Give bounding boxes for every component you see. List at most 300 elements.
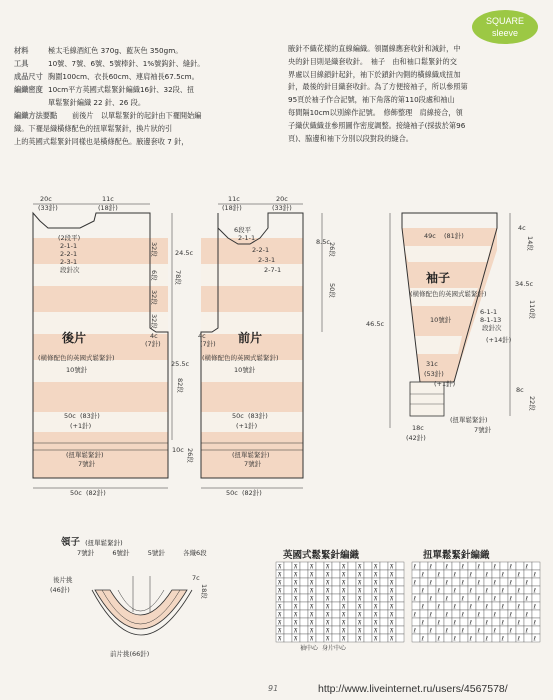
chart-cell — [380, 586, 388, 594]
chart-symbol: ⊼ — [293, 619, 298, 627]
chart-symbol: ⊼ — [357, 619, 362, 627]
chart-symbol: ℓ — [429, 595, 432, 603]
back-row-label: 32段 — [150, 290, 158, 305]
chart-cell — [484, 626, 492, 634]
back-row-label: 32段 — [150, 242, 158, 257]
back-title: 後片 — [62, 331, 87, 345]
chart-cell — [492, 586, 500, 594]
chart-cell — [420, 594, 428, 602]
chart-symbol: ⊼ — [277, 627, 282, 635]
chart-symbol: ⊼ — [389, 595, 394, 603]
chart-symbol: ⊼ — [341, 563, 346, 571]
collar-title: 領子 — [61, 537, 81, 548]
chart-symbol: ℓ — [493, 611, 496, 619]
back-shoulder-width: 11c — [102, 195, 114, 203]
chart-symbol: ⊼ — [277, 579, 282, 587]
chart-symbol: ℓ — [461, 611, 464, 619]
back-neck-stitches: (33針) — [38, 204, 58, 212]
collar-diagram — [50, 574, 209, 658]
chart-symbol: ℓ — [485, 603, 488, 611]
chart-symbol: ℓ — [477, 627, 480, 635]
sleeve-cuff-stitches: (42針) — [406, 434, 426, 442]
chart-symbol: ℓ — [493, 563, 496, 571]
chart-cell — [524, 570, 532, 578]
chart-cell — [380, 618, 388, 626]
chart-cell — [300, 586, 308, 594]
method-value: 前後片 以單鬆緊針的起針由下襬開始編 — [72, 111, 202, 120]
chart-cell — [500, 562, 508, 570]
chart-symbol: ℓ — [421, 587, 424, 595]
chart-cell — [364, 626, 372, 634]
chart-cell — [396, 618, 404, 626]
sleeve-top-width: 49c — [424, 232, 436, 240]
chart-cell — [396, 634, 404, 642]
chart-symbol: ℓ — [469, 587, 472, 595]
chart-cell — [444, 602, 452, 610]
chart-cell — [364, 602, 372, 610]
chart-symbol: ℓ — [509, 563, 512, 571]
chart-cell — [396, 626, 404, 634]
chart-symbol: ⊼ — [277, 587, 282, 595]
chart-symbol: ℓ — [485, 635, 488, 643]
chart-cell — [364, 578, 372, 586]
chart-symbol: ℓ — [477, 563, 480, 571]
chart-cell — [396, 570, 404, 578]
chart1-foot-sleeve: 袖中心 — [300, 645, 319, 652]
chart-cell — [476, 586, 484, 594]
chart-symbol: ℓ — [525, 563, 528, 571]
instruction-line: 子織伏織織並參照圖作密度調整。接縫袖子(採拔於第96 — [288, 120, 466, 130]
chart-symbol: ℓ — [437, 619, 440, 627]
collar-needle: 5號針 — [147, 549, 165, 557]
chart-english-rib — [276, 562, 404, 652]
sleeve-mid-stitches: (53針) — [424, 370, 444, 378]
chart-cell — [316, 626, 324, 634]
chart-symbol: ⊼ — [389, 563, 394, 571]
chart-symbol: ℓ — [517, 603, 520, 611]
front-rib-title: (扭單鬆緊針) — [232, 451, 270, 459]
chart-cell — [460, 602, 468, 610]
chart-cell — [348, 634, 356, 642]
back-lower-height: 25.5c — [171, 360, 190, 368]
back-upper-rows: 78段 — [174, 270, 182, 285]
chart-cell — [332, 602, 340, 610]
chart-cell — [396, 594, 404, 602]
chart-cell — [468, 562, 476, 570]
chart-symbol: ⊼ — [373, 587, 378, 595]
chart-cell — [348, 562, 356, 570]
sleeve-title: 袖子 — [426, 271, 451, 285]
chart-cell — [300, 610, 308, 618]
method-value-2: 織。下襬是織橫條配色的扭單鬆緊針，換片狀的引 — [14, 124, 173, 133]
materials-value: 極太毛線酒紅色 370g、藍灰色 350gm。 — [48, 46, 183, 55]
chart-cell — [332, 562, 340, 570]
chart-cell — [300, 570, 308, 578]
chart-symbol: ⊼ — [277, 603, 282, 611]
chart-symbol: ℓ — [509, 611, 512, 619]
chart-symbol: ⊼ — [357, 563, 362, 571]
materials-key: 材料 — [14, 46, 29, 55]
front-title: 前片 — [238, 331, 263, 345]
collar-needle: 7號針 — [77, 549, 95, 557]
chart-symbol: ⊼ — [357, 571, 362, 579]
chart-cell — [364, 570, 372, 578]
front-neck-step: 2-3-1 — [258, 256, 276, 264]
chart-cell — [364, 594, 372, 602]
chart-symbol: ⊼ — [325, 619, 330, 627]
chart-symbol: ℓ — [469, 635, 472, 643]
front-piece-diagram — [198, 195, 337, 497]
chart-cell — [532, 594, 540, 602]
sleeve-needle: 10號針 — [430, 316, 452, 324]
back-rib-needle: 7號針 — [78, 460, 96, 468]
chart-cell — [444, 586, 452, 594]
chart-cell — [428, 570, 436, 578]
chart-cell — [500, 626, 508, 634]
chart-cell — [436, 562, 444, 570]
sleeve-cuff-title: (扭單鬆緊針) — [450, 416, 488, 424]
chart-cell — [420, 578, 428, 586]
chart-cell — [316, 594, 324, 602]
sleeve-cuff-needle: 7號針 — [474, 426, 492, 434]
chart-symbol: ⊼ — [357, 635, 362, 643]
chart-symbol: ⊼ — [309, 627, 314, 635]
chart-cell — [412, 634, 420, 642]
chart-symbol: ℓ — [445, 563, 448, 571]
chart-cell — [284, 594, 292, 602]
chart-cell — [524, 586, 532, 594]
chart-symbol: ⊼ — [373, 635, 378, 643]
chart-cell — [348, 610, 356, 618]
chart-symbol: ⊼ — [309, 571, 314, 579]
collar-needle: 各織6段 — [183, 549, 207, 557]
chart-symbol: ℓ — [477, 579, 480, 587]
back-neck-step: 2-2-1 — [60, 250, 78, 258]
back-neck-step: 段針次 — [60, 266, 80, 274]
back-lower-rows: 82段 — [176, 378, 184, 393]
sleeve-inc-step: 6-1-1 — [480, 308, 498, 316]
chart-cell — [516, 626, 524, 634]
chart-symbol: ⊼ — [277, 595, 282, 603]
chart-symbol: ⊼ — [293, 571, 298, 579]
back-hem-plus: (+1針) — [70, 422, 92, 430]
chart-cell — [412, 602, 420, 610]
chart-symbol: ⊼ — [373, 619, 378, 627]
front-armhole-bind-stitches: (7針) — [200, 340, 216, 348]
collar-right-height: 7c — [192, 574, 200, 582]
chart-cell — [468, 626, 476, 634]
chart-cell — [516, 562, 524, 570]
back-row-label: 6段 — [150, 270, 158, 281]
chart-cell — [460, 634, 468, 642]
chart-symbol: ℓ — [421, 603, 424, 611]
back-upper-height: 24.5c — [175, 249, 194, 257]
chart-cell — [508, 570, 516, 578]
chart-cell — [436, 610, 444, 618]
front-neck-stitches: (33針) — [272, 204, 292, 212]
chart-symbol: ℓ — [533, 635, 536, 643]
chart-cell — [316, 618, 324, 626]
chart-cell — [524, 634, 532, 642]
tools-key: 工具 — [14, 59, 29, 68]
chart-symbol: ⊼ — [293, 603, 298, 611]
chart-cell — [500, 578, 508, 586]
chart-symbol: ℓ — [429, 611, 432, 619]
chart-symbol: ⊼ — [373, 611, 378, 619]
instruction-line: 每間隔10cm以別線作記號。 修飾整理 肩線接合，領 — [288, 107, 463, 117]
sleeve-cuff-height: 8c — [516, 386, 524, 394]
chart-cell — [364, 586, 372, 594]
chart-cell — [284, 634, 292, 642]
chart-symbol: ℓ — [501, 603, 504, 611]
chart-cell — [500, 610, 508, 618]
back-row-label: 32段 — [150, 314, 158, 329]
collar-needles — [77, 547, 207, 560]
front-armhole-bind: 4c — [198, 332, 206, 340]
chart2-title: 扭單鬆緊針編織 — [423, 550, 490, 561]
chart-symbol: ⊼ — [373, 627, 378, 635]
back-hem-stitches: (83針) — [80, 412, 100, 420]
chart-cell — [348, 594, 356, 602]
chart-symbol: ℓ — [525, 579, 528, 587]
chart-cell — [428, 602, 436, 610]
back-shoulder-stitches: (18針) — [98, 204, 118, 212]
chart-cell — [316, 610, 324, 618]
watermark-url: http://www.liveinternet.ru/users/4567578/ — [318, 683, 508, 695]
chart-symbol: ⊼ — [325, 579, 330, 587]
chart-cell — [380, 594, 388, 602]
method-key: 編織方法要點 — [14, 111, 58, 120]
chart-symbol: ℓ — [493, 627, 496, 635]
chart-symbol: ⊼ — [293, 587, 298, 595]
size-key: 成品尺寸 — [14, 72, 43, 81]
chart-cell — [396, 578, 404, 586]
sleeve-top-right-rows: 14段 — [526, 236, 534, 251]
chart-symbol: ℓ — [413, 611, 416, 619]
chart-symbol: ℓ — [461, 627, 464, 635]
chart-cell — [452, 594, 460, 602]
chart-cell — [364, 634, 372, 642]
chart-cell — [284, 626, 292, 634]
chart-symbol: ⊼ — [389, 611, 394, 619]
chart-cell — [380, 570, 388, 578]
chart-symbol: ℓ — [485, 619, 488, 627]
instruction-line: 腋針不織花樣的直線編織。領圍線應套收針和減針，中 — [288, 44, 461, 53]
chart-cell — [396, 602, 404, 610]
chart-symbol: ℓ — [445, 611, 448, 619]
chart-cell — [436, 594, 444, 602]
chart-cell — [300, 618, 308, 626]
front-neck-depth: 8.5c — [316, 238, 330, 246]
chart-symbol: ℓ — [437, 587, 440, 595]
chart-cell — [444, 618, 452, 626]
chart-cell — [284, 618, 292, 626]
chart-symbol: ℓ — [445, 627, 448, 635]
sleeve-inc-step: 8-1-13 — [480, 316, 502, 324]
chart-cell — [396, 610, 404, 618]
chart-cell — [516, 610, 524, 618]
chart-cell — [436, 626, 444, 634]
back-hem-width: 50c — [64, 412, 76, 420]
chart-symbol: ℓ — [493, 579, 496, 587]
chart-symbol: ℓ — [501, 571, 504, 579]
collar-bottom-pick: 前片挑(66針) — [110, 650, 150, 658]
chart-cell — [284, 610, 292, 618]
chart-cell — [284, 570, 292, 578]
chart-symbol: ℓ — [533, 619, 536, 627]
chart-symbol: ℓ — [421, 619, 424, 627]
chart-symbol: ⊼ — [277, 563, 282, 571]
collar-title-sub: (扭單鬆緊針) — [85, 539, 123, 547]
chart-symbol: ⊼ — [357, 579, 362, 587]
chart-cell — [396, 586, 404, 594]
chart-cell — [300, 562, 308, 570]
gauge-value: 10cm平方英國式鬆緊針編織16針、32段、扭 — [48, 85, 195, 94]
chart-cell — [468, 578, 476, 586]
chart-cell — [436, 578, 444, 586]
chart-cell — [444, 570, 452, 578]
chart-symbol: ⊼ — [293, 627, 298, 635]
back-bottom-stitches: (82針) — [86, 489, 106, 497]
chart-cell — [476, 570, 484, 578]
chart-symbol: ⊼ — [277, 611, 282, 619]
chart-cell — [316, 578, 324, 586]
chart-symbol: ⊼ — [341, 635, 346, 643]
chart-symbol: ⊼ — [389, 579, 394, 587]
sleeve-diagram — [366, 213, 537, 442]
chart-cell — [396, 562, 404, 570]
chart-symbol: ℓ — [413, 579, 416, 587]
chart-cell — [300, 634, 308, 642]
chart-symbol: ℓ — [525, 627, 528, 635]
chart-symbol: ℓ — [461, 579, 464, 587]
method-value-3: 上的英國式鬆緊針同樣也是橫條配色。腋邊套收 7 針， — [14, 137, 189, 146]
chart-symbol: ℓ — [453, 603, 456, 611]
chart-symbol: ℓ — [453, 635, 456, 643]
sleeve-pattern-note: (橫條配色的英國式鬆緊針) — [410, 290, 487, 298]
chart-cell — [452, 626, 460, 634]
chart-symbol: ℓ — [461, 595, 464, 603]
chart-cell — [332, 570, 340, 578]
front-armhole-rows: 50段 — [328, 283, 336, 298]
chart-cell — [412, 586, 420, 594]
instruction-line: 央的針目則是織套收針。 袖子 由和袖口鬆緊針的交 — [288, 56, 457, 66]
chart-cell — [380, 634, 388, 642]
chart-symbol: ℓ — [533, 571, 536, 579]
chart-symbol: ⊼ — [309, 611, 314, 619]
chart-symbol: ℓ — [453, 619, 456, 627]
chart-cell — [532, 578, 540, 586]
chart-cell — [332, 586, 340, 594]
chart-cell — [420, 626, 428, 634]
chart-cell — [348, 578, 356, 586]
chart-cell — [332, 610, 340, 618]
chart-cell — [476, 602, 484, 610]
chart-symbol: ⊼ — [325, 563, 330, 571]
chart-symbol: ℓ — [501, 635, 504, 643]
sleeve-inc-step: 段針次 — [482, 324, 502, 332]
chart-cell — [380, 610, 388, 618]
sleeve-right-rows: 110段 — [528, 300, 536, 319]
back-pattern-note: (橫條配色的英國式鬆緊針) — [38, 354, 115, 362]
chart-symbol: ℓ — [517, 587, 520, 595]
chart-cell — [284, 578, 292, 586]
chart-symbol: ℓ — [525, 611, 528, 619]
chart-cell — [428, 618, 436, 626]
badge-line1: SQUARE — [485, 16, 524, 26]
chart-symbol: ⊼ — [341, 611, 346, 619]
chart-symbol: ⊼ — [309, 603, 314, 611]
chart-cell — [380, 578, 388, 586]
chart-symbol: ⊼ — [389, 635, 394, 643]
chart-symbol: ⊼ — [389, 603, 394, 611]
chart-symbol: ℓ — [533, 603, 536, 611]
chart-symbol: ⊼ — [325, 611, 330, 619]
chart-cell — [284, 586, 292, 594]
chart-symbol: ⊼ — [309, 595, 314, 603]
front-bottom-stitches: (82針) — [242, 489, 262, 497]
chart-cell — [492, 602, 500, 610]
front-rib-needle: 7號針 — [244, 460, 262, 468]
chart-symbol: ℓ — [477, 595, 480, 603]
front-shoulder-stitches: (18針) — [222, 204, 242, 212]
chart-cell — [460, 570, 468, 578]
chart-symbol: ⊼ — [341, 587, 346, 595]
chart-cell — [476, 618, 484, 626]
chart-symbol: ⊼ — [341, 579, 346, 587]
chart-cell — [500, 594, 508, 602]
chart-symbol: ⊼ — [373, 571, 378, 579]
chart-symbol: ℓ — [413, 595, 416, 603]
chart-symbol: ℓ — [429, 627, 432, 635]
chart-cell — [316, 634, 324, 642]
chart-symbol: ℓ — [485, 587, 488, 595]
front-neck-width: 20c — [276, 195, 288, 203]
front-shoulder-width: 11c — [228, 195, 240, 203]
chart-cell — [516, 594, 524, 602]
chart-symbol: ⊼ — [357, 611, 362, 619]
chart-symbol: ℓ — [453, 571, 456, 579]
chart-cell — [284, 562, 292, 570]
chart-symbol: ℓ — [429, 563, 432, 571]
chart-cell — [452, 562, 460, 570]
chart-symbol: ⊼ — [341, 571, 346, 579]
chart-cell — [380, 602, 388, 610]
chart-symbol: ⊼ — [325, 627, 330, 635]
chart-cell — [316, 602, 324, 610]
chart-cell — [484, 610, 492, 618]
chart-symbol: ℓ — [413, 563, 416, 571]
chart-cell — [300, 578, 308, 586]
chart-symbol: ⊼ — [293, 563, 298, 571]
chart-cell — [316, 570, 324, 578]
chart-cell — [460, 618, 468, 626]
instruction-line: 95頁於袖子作合記號，袖下角落的第110段處和袖山 — [288, 95, 455, 105]
chart-symbol: ℓ — [477, 611, 480, 619]
collar-right-rows: 18段 — [200, 584, 208, 599]
chart-cell — [348, 570, 356, 578]
chart-cell — [420, 562, 428, 570]
chart-cell — [508, 602, 516, 610]
sleeve-mid-plus: (+1針) — [434, 380, 456, 388]
chart-symbol: ℓ — [493, 595, 496, 603]
badge-line2: sleeve — [491, 28, 518, 38]
chart-cell — [348, 618, 356, 626]
chart-cell — [348, 626, 356, 634]
instruction-line: 頁)、脇邊和袖下分別以段對段的縫合。 — [288, 133, 413, 143]
chart-symbol: ℓ — [453, 587, 456, 595]
chart-symbol: ℓ — [437, 635, 440, 643]
